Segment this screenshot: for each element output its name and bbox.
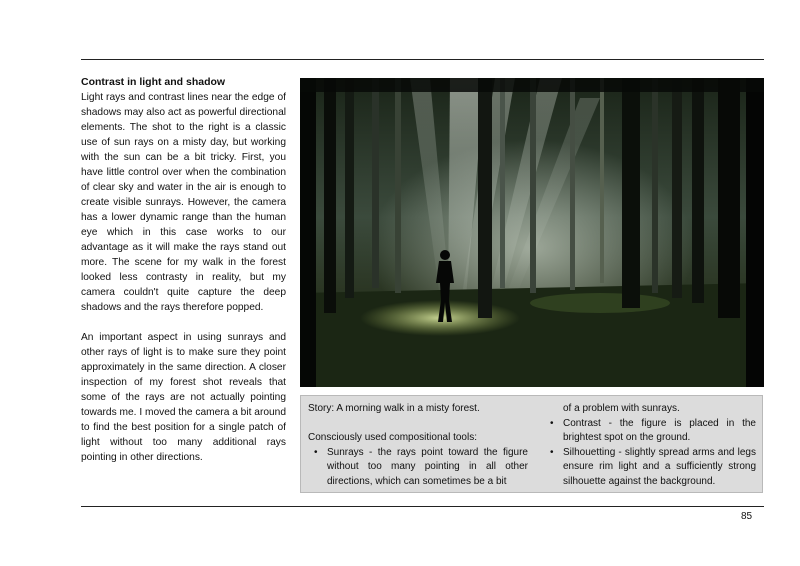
article-text <box>81 75 286 465</box>
bullet-sunrays: • Sunrays - the rays point toward the figure without too many pointing in all other directions, which can sometimes be a bit <box>308 446 528 490</box>
tools-label: Consciously used compositional tools: <box>308 432 477 443</box>
paragraph-2: An important aspect in using sunrays and other rays of light is to make sure they point approximately in the same direction. A closer inspection of my forest shot reveals that some of the rays are not actually pointing towards me. I moved the camera a bit around to find the best position for a single patch of light without too many additional rays pointing in other directions. <box>81 332 286 463</box>
caption-left-column <box>308 402 528 489</box>
caption-box <box>300 395 763 493</box>
bullet-sunrays-continuation: of a problem with sunrays. <box>563 403 680 414</box>
bullet-silhouetting: • Silhouetting - slightly spread arms and legs ensure rim light and a sufficiently strong silhouette against the background. <box>544 446 756 490</box>
page-number: 85 <box>741 511 753 522</box>
tools-list-continued <box>544 417 756 490</box>
bottom-rule <box>81 506 764 507</box>
caption-right-column <box>544 402 756 489</box>
bullet-contrast: • Contrast - the figure is placed in the brightest spot on the ground. <box>544 417 756 446</box>
paragraph-1: Light rays and contrast lines near the edge of shadows may also act as powerful directional elements. The shot to the right is a classic use of sun rays on a misty day, but working with the sun can be a bit tricky. First, you have little control over when the combination of clear sky and water in the air is enough to create visible sunrays. However, the camera has a lower dynamic range than the human eye which in this case works to our advantage as it will make the rays stand out more. The scene for my walk in the forest looked less contrasty in reality, but my camera couldn't quite capture the deep shadows and the rays therefore popped. <box>81 92 286 313</box>
top-rule <box>81 59 764 60</box>
story-line: Story: A morning walk in a misty forest. <box>308 403 480 414</box>
tools-list <box>308 446 528 490</box>
forest-photo <box>300 78 764 387</box>
section-heading: Contrast in light and shadow <box>81 76 226 88</box>
